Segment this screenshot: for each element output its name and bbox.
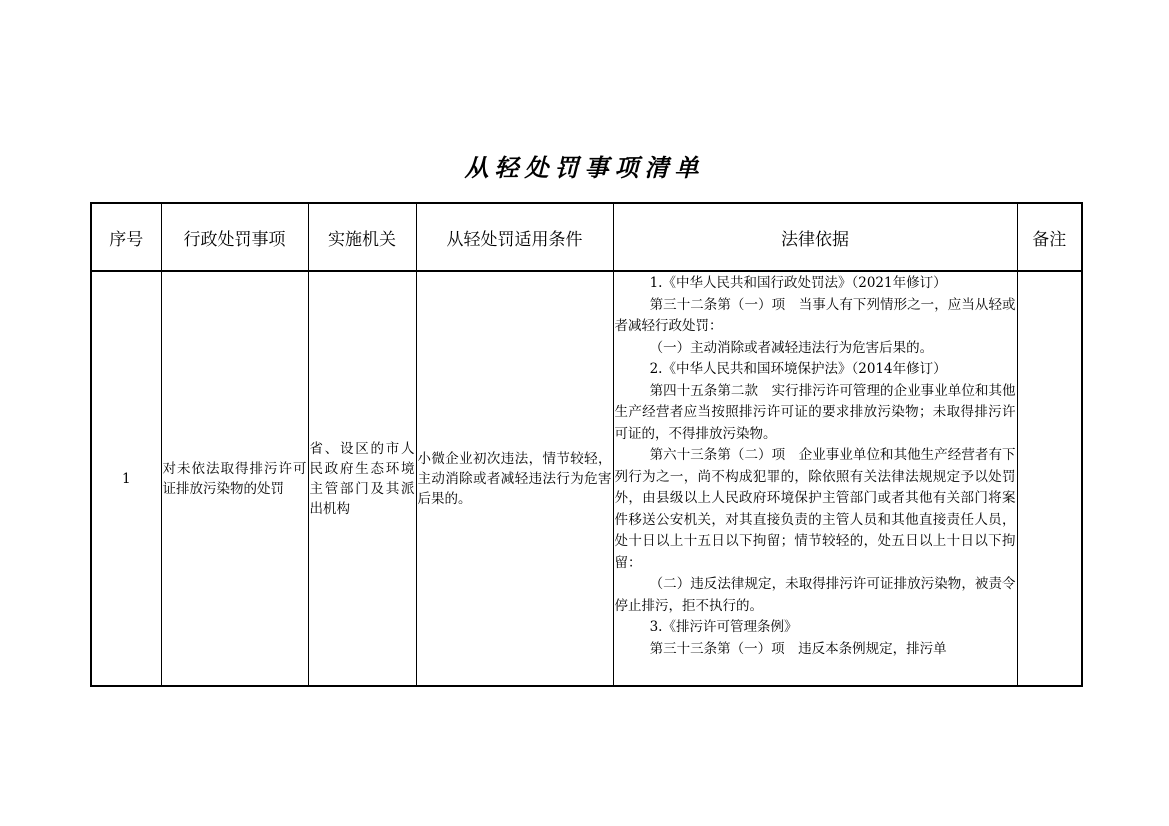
- page-title: 从轻处罚事项清单: [464, 153, 705, 182]
- basis-paragraph: 第三十二条第（一）项 当事人有下列情形之一，应当从轻或者减轻行政处罚：: [614, 296, 1016, 334]
- basis-paragraph: 1.《中华人民共和国行政处罚法》（2021年修订）: [649, 275, 947, 291]
- basis-paragraph: （一）主动消除或者减轻违法行为危害后果的。: [649, 339, 934, 356]
- basis-paragraph: （二）违反法律规定，未取得排污许可证排放污染物，被责令停止排污，拒不执行的。: [614, 576, 1016, 614]
- header-cell-remark: 备注: [1017, 203, 1082, 271]
- remark: [1017, 271, 1082, 686]
- header-cell-condition: 从轻处罚适用条件: [416, 203, 613, 271]
- basis-paragraph: 3.《排污许可管理条例》: [649, 619, 798, 635]
- implementing-authority: 省、设区的市人民政府生态环境主管部门及其派出机构: [308, 271, 416, 686]
- header-cell-authority: 实施机关: [308, 203, 416, 271]
- row-number: 1: [91, 271, 161, 686]
- basis-paragraph: 第四十五条第二款 实行排污许可管理的企业事业单位和其他生产经营者应当按照排污许可证的要求排放污染物；未取得排污许可证的，不得排放污染物。: [614, 382, 1016, 442]
- basis-paragraph: 第六十三条第（二）项 企业事业单位和其他生产经营者有下列行为之一，尚不构成犯罪的，除依照有关法律法规规定予以处罚外，由县级以上人民政府环境保护主管部门或者其他有关部门将案件移送公安机关，对其直接负责的主管人员和其他直接责任人员，处十日以上十五日以下拘留；情节较轻的，处五日以上十日以下拘留：: [614, 447, 1016, 571]
- header-cell-basis: 法律依据: [613, 203, 1017, 271]
- table-header-row: [91, 203, 1082, 271]
- penalty-item: 对未依法取得排污许可证排放污染物的处罚: [161, 271, 308, 686]
- table-row: [91, 271, 1082, 686]
- basis-paragraph: 第三十三条第（一）项 违反本条例规定，排污单: [649, 640, 947, 657]
- lenient-condition: 小微企业初次违法，情节较轻，主动消除或者减轻违法行为危害后果的。: [416, 271, 613, 686]
- header-cell-no: 序号: [91, 203, 161, 271]
- basis-paragraph: 2.《中华人民共和国环境保护法》（2014年修订）: [649, 361, 947, 377]
- penalty-list-table: [90, 202, 1083, 687]
- header-cell-item: 行政处罚事项: [161, 203, 308, 271]
- legal-basis: [613, 271, 1017, 686]
